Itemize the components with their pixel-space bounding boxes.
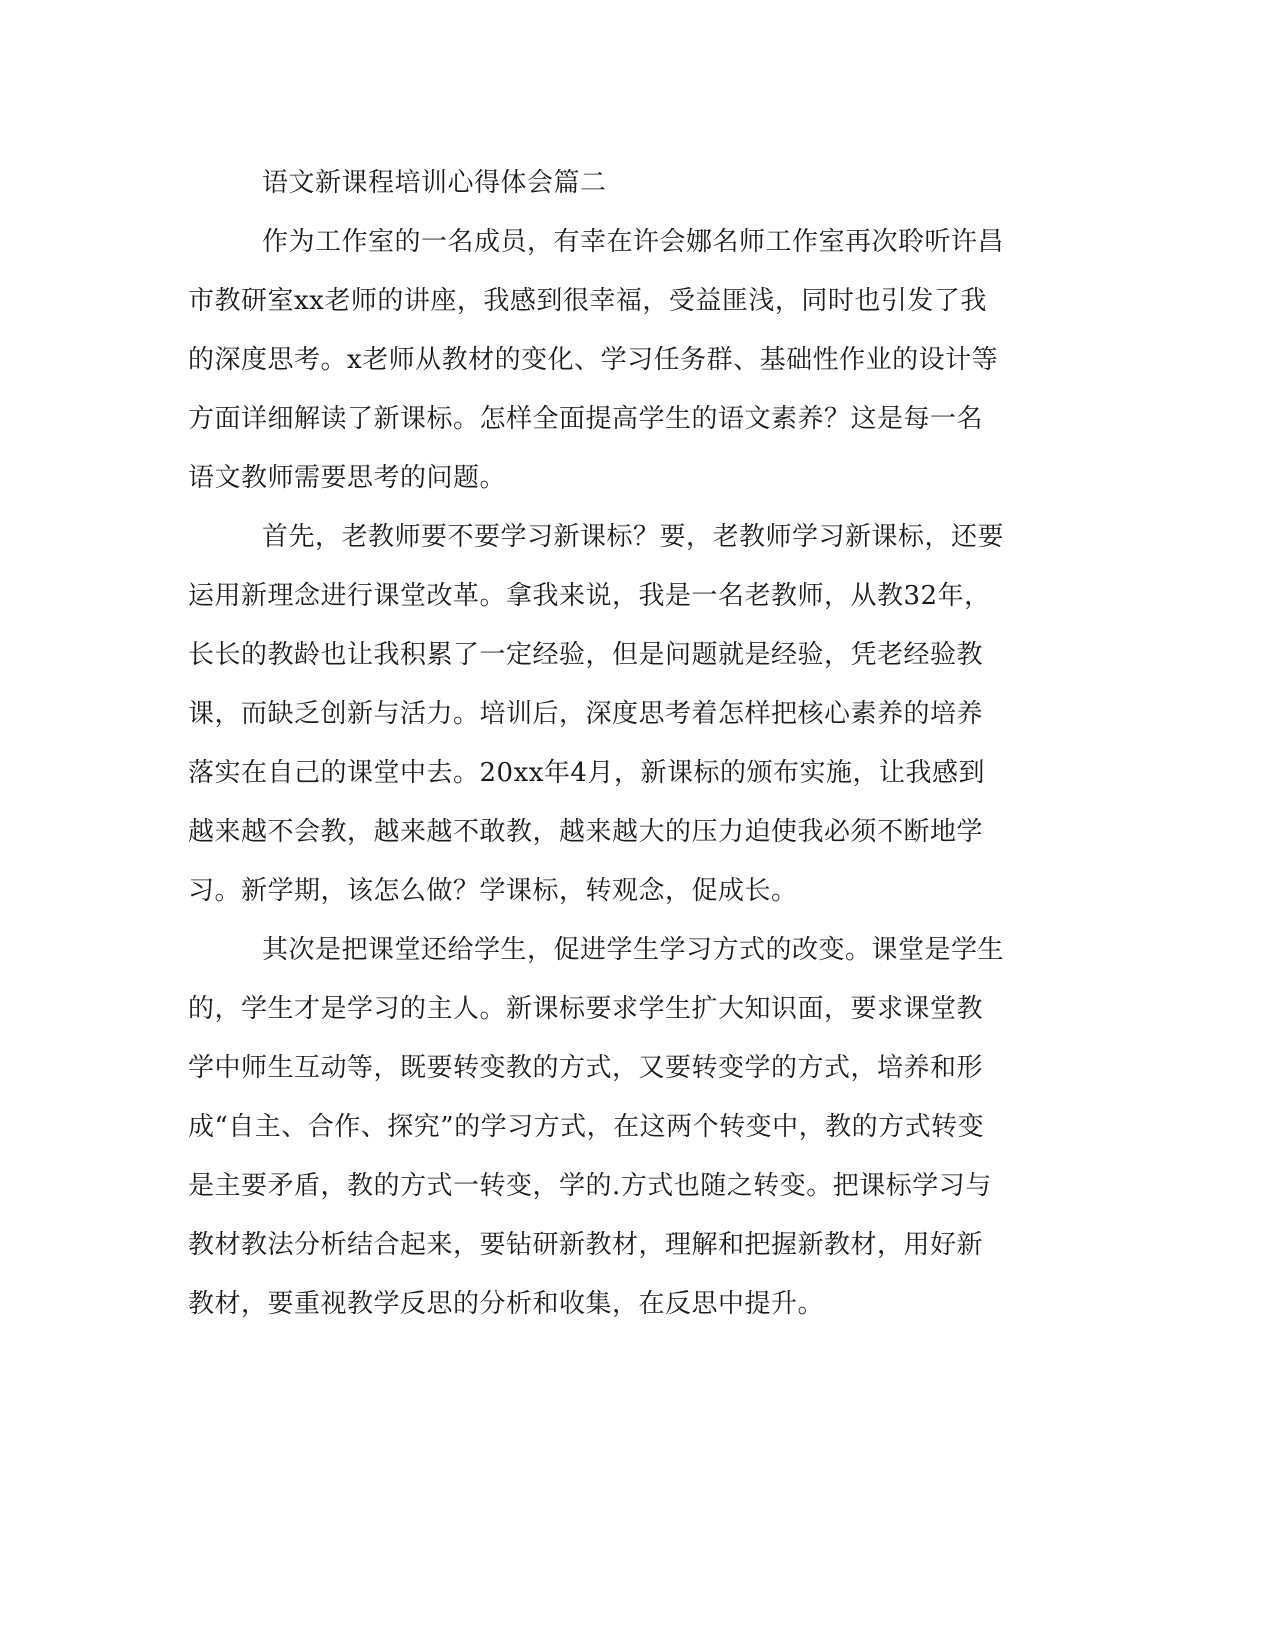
paragraph-text: 长长的教龄也让我积累了一定经验，但是问题就是经验，凭老经验教	[188, 640, 984, 670]
paragraph-text: 语文教师需要思考的问题。	[188, 463, 507, 493]
paragraph-text: 习。新学期，该怎么做？学课标，转观念，促成长。	[188, 876, 798, 906]
paragraph-text: 学中师生互动等，既要转变教的方式，又要转变学的方式，培养和形	[188, 1053, 984, 1083]
paragraph-line	[0, 753, 1275, 793]
paragraph-text: 越来越不会教，越来越不敢教，越来越大的压力迫使我必须不断地学	[188, 817, 984, 847]
paragraph-text: 运用新理念进行课堂改革。拿我来说，我是一名老教师，从教32年，	[188, 581, 991, 611]
paragraph-line	[0, 989, 1275, 1029]
paragraph-line	[0, 281, 1275, 321]
paragraph-text: 教材，要重视教学反思的分析和收集，在反思中提升。	[188, 1289, 825, 1319]
paragraph-text: 市教研室xx老师的讲座，我感到很幸福，受益匪浅，同时也引发了我	[188, 286, 987, 316]
paragraph-line	[0, 1166, 1275, 1206]
paragraph-text: 教材教法分析结合起来，要钻研新教材，理解和把握新教材，用好新	[188, 1230, 984, 1260]
paragraph-line	[0, 694, 1275, 734]
paragraph-text: 成“自主、合作、探究”的学习方式，在这两个转变中，教的方式转变	[188, 1112, 985, 1142]
paragraph-text: 其次是把课堂还给学生，促进学生学习方式的改变。课堂是学生	[262, 935, 1005, 965]
paragraph-text: 方面详细解读了新课标。怎样全面提高学生的语文素养？这是每一名	[188, 404, 984, 434]
paragraph-line	[0, 1225, 1275, 1265]
paragraph-text: 的深度思考。x老师从教材的变化、学习任务群、基础性作业的设计等	[188, 345, 999, 375]
paragraph-line	[0, 340, 1275, 380]
paragraph-line	[0, 812, 1275, 852]
paragraph-line	[0, 458, 1275, 498]
paragraph-text: 课，而缺乏创新与活力。培训后，深度思考着怎样把核心素养的培养	[188, 699, 984, 729]
paragraph-line	[0, 1107, 1275, 1147]
paragraph-text: 是主要矛盾，教的方式一转变，学的.方式也随之转变。把课标学习与	[188, 1171, 992, 1201]
paragraph-line	[0, 576, 1275, 616]
paragraph-text: 首先，老教师要不要学习新课标？要，老教师学习新课标，还要	[262, 522, 1005, 552]
paragraph-line	[0, 222, 1275, 262]
document-title-line	[0, 163, 1275, 203]
paragraph-text: 落实在自己的课堂中去。20xx年4月，新课标的颁布实施，让我感到	[188, 758, 985, 788]
paragraph-text: 的，学生才是学习的主人。新课标要求学生扩大知识面，要求课堂教	[188, 994, 984, 1024]
paragraph-line	[0, 930, 1275, 970]
paragraph-line	[0, 635, 1275, 675]
paragraph-line	[0, 1048, 1275, 1088]
paragraph-text: 作为工作室的一名成员，有幸在许会娜名师工作室再次聆听许昌	[262, 227, 1005, 257]
paragraph-line	[0, 1284, 1275, 1324]
paragraph-line	[0, 517, 1275, 557]
document-title: 语文新课程培训心得体会篇二	[262, 168, 607, 198]
paragraph-line	[0, 399, 1275, 439]
paragraph-line	[0, 871, 1275, 911]
